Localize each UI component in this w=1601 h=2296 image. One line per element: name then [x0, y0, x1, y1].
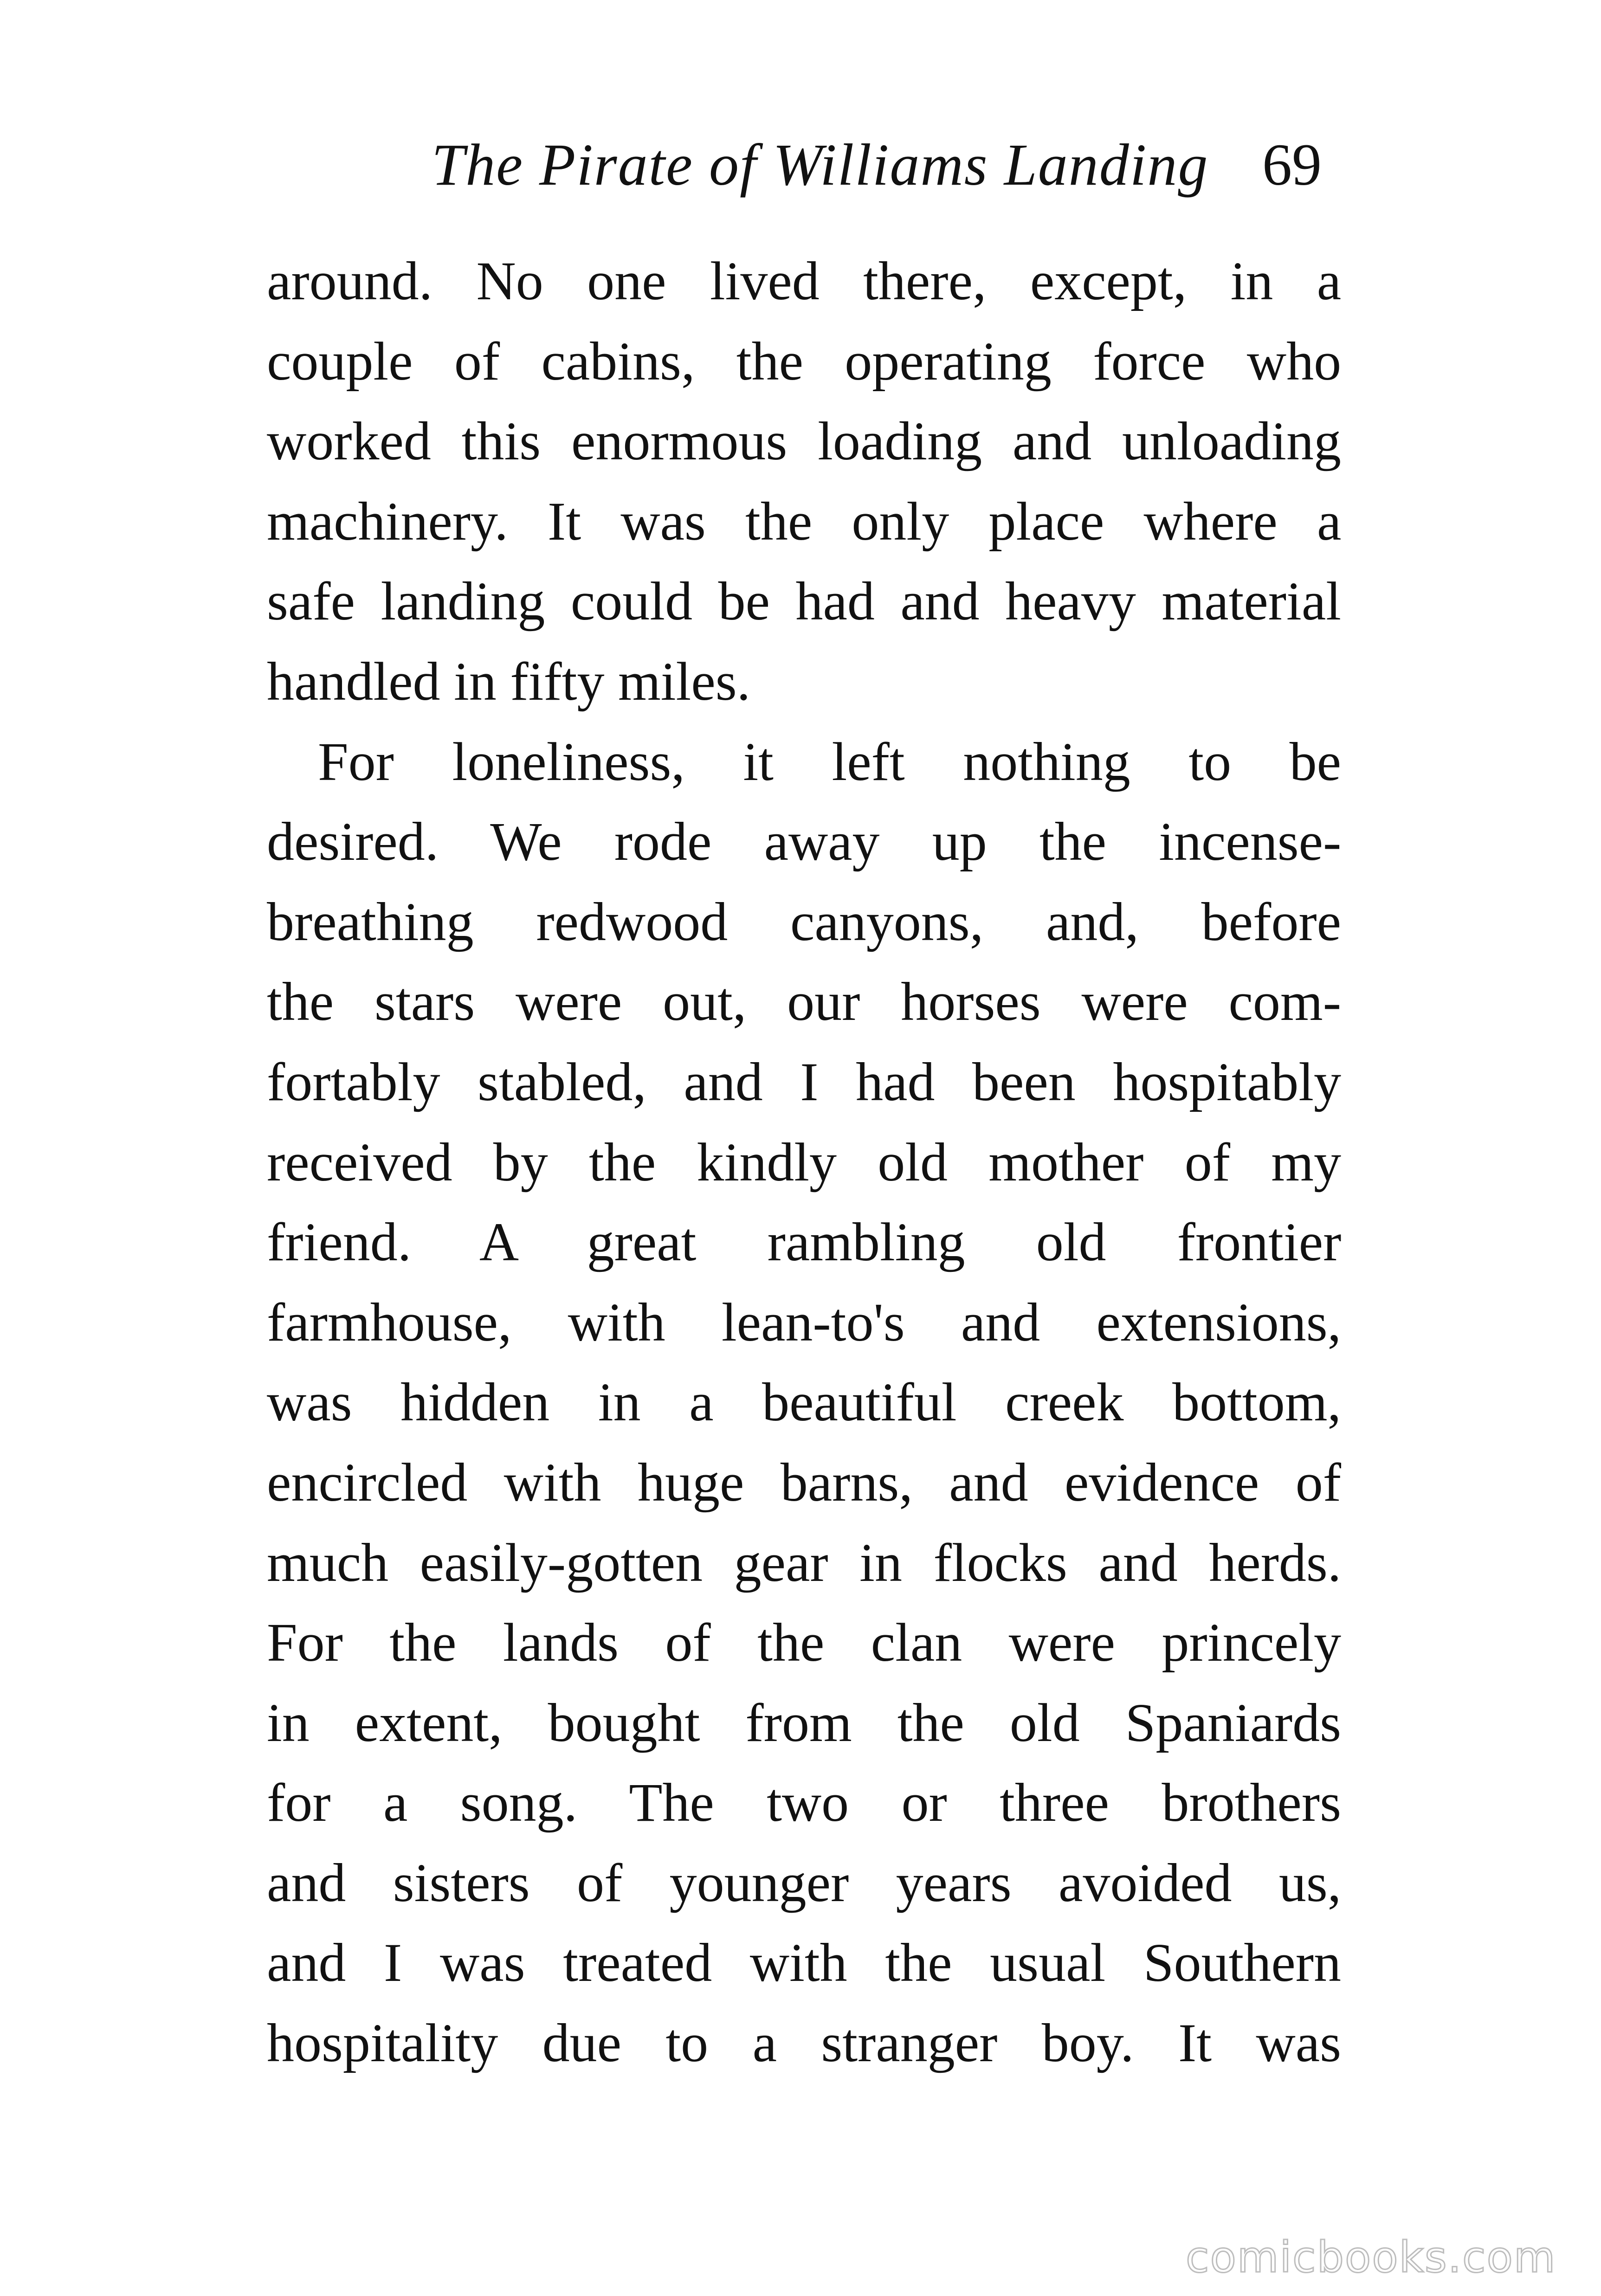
text-line: encircled with huge barns, and evidence of: [267, 1451, 1341, 1513]
text-line: for a song. The two or three brothers: [267, 1772, 1341, 1833]
text-line: friend. A great rambling old frontier: [267, 1212, 1341, 1273]
text-line: and I was treated with the usual Southern: [267, 1932, 1341, 1993]
text-line: hospitality due to a stranger boy. It was: [267, 2012, 1341, 2074]
text-line: For loneliness, it left nothing to be: [318, 731, 1341, 792]
text-line: desired. We rode away up the incense-: [267, 811, 1341, 872]
running-title: The Pirate of Williams Landing: [432, 132, 1209, 198]
text-line: farmhouse, with lean-to's and extensions,: [267, 1291, 1341, 1353]
text-line: breathing redwood canyons, and, before: [267, 891, 1341, 952]
text-line: couple of cabins, the operating force who: [267, 330, 1341, 392]
text-line: received by the kindly old mother of my: [267, 1131, 1341, 1193]
text-line: much easily-gotten gear in flocks and herds.: [267, 1532, 1341, 1593]
body-text: [267, 241, 1341, 2083]
text-line: was hidden in a beautiful creek bottom,: [267, 1372, 1341, 1433]
paragraph-2: [267, 722, 1341, 2083]
running-header: [0, 114, 1601, 206]
paragraph-1: [267, 241, 1341, 722]
page-number: 69: [1262, 132, 1322, 198]
text-line: worked this enormous loading and unloading: [267, 411, 1341, 472]
text-line: and sisters of younger years avoided us,: [267, 1852, 1341, 1913]
text-line: machinery. It was the only place where a: [267, 490, 1341, 552]
text-line: around. No one lived there, except, in a: [267, 251, 1341, 311]
text-line: handled in fifty miles.: [267, 651, 751, 712]
text-line: the stars were out, our horses were com-: [267, 971, 1341, 1032]
text-line: safe landing could be had and heavy material: [267, 571, 1341, 632]
text-line: fortably stabled, and I had been hospitably: [267, 1051, 1341, 1112]
text-line: For the lands of the clan were princely: [267, 1612, 1341, 1673]
watermark: comicbooks.com: [1186, 2232, 1556, 2282]
text-line: in extent, bought from the old Spaniards: [267, 1692, 1341, 1753]
